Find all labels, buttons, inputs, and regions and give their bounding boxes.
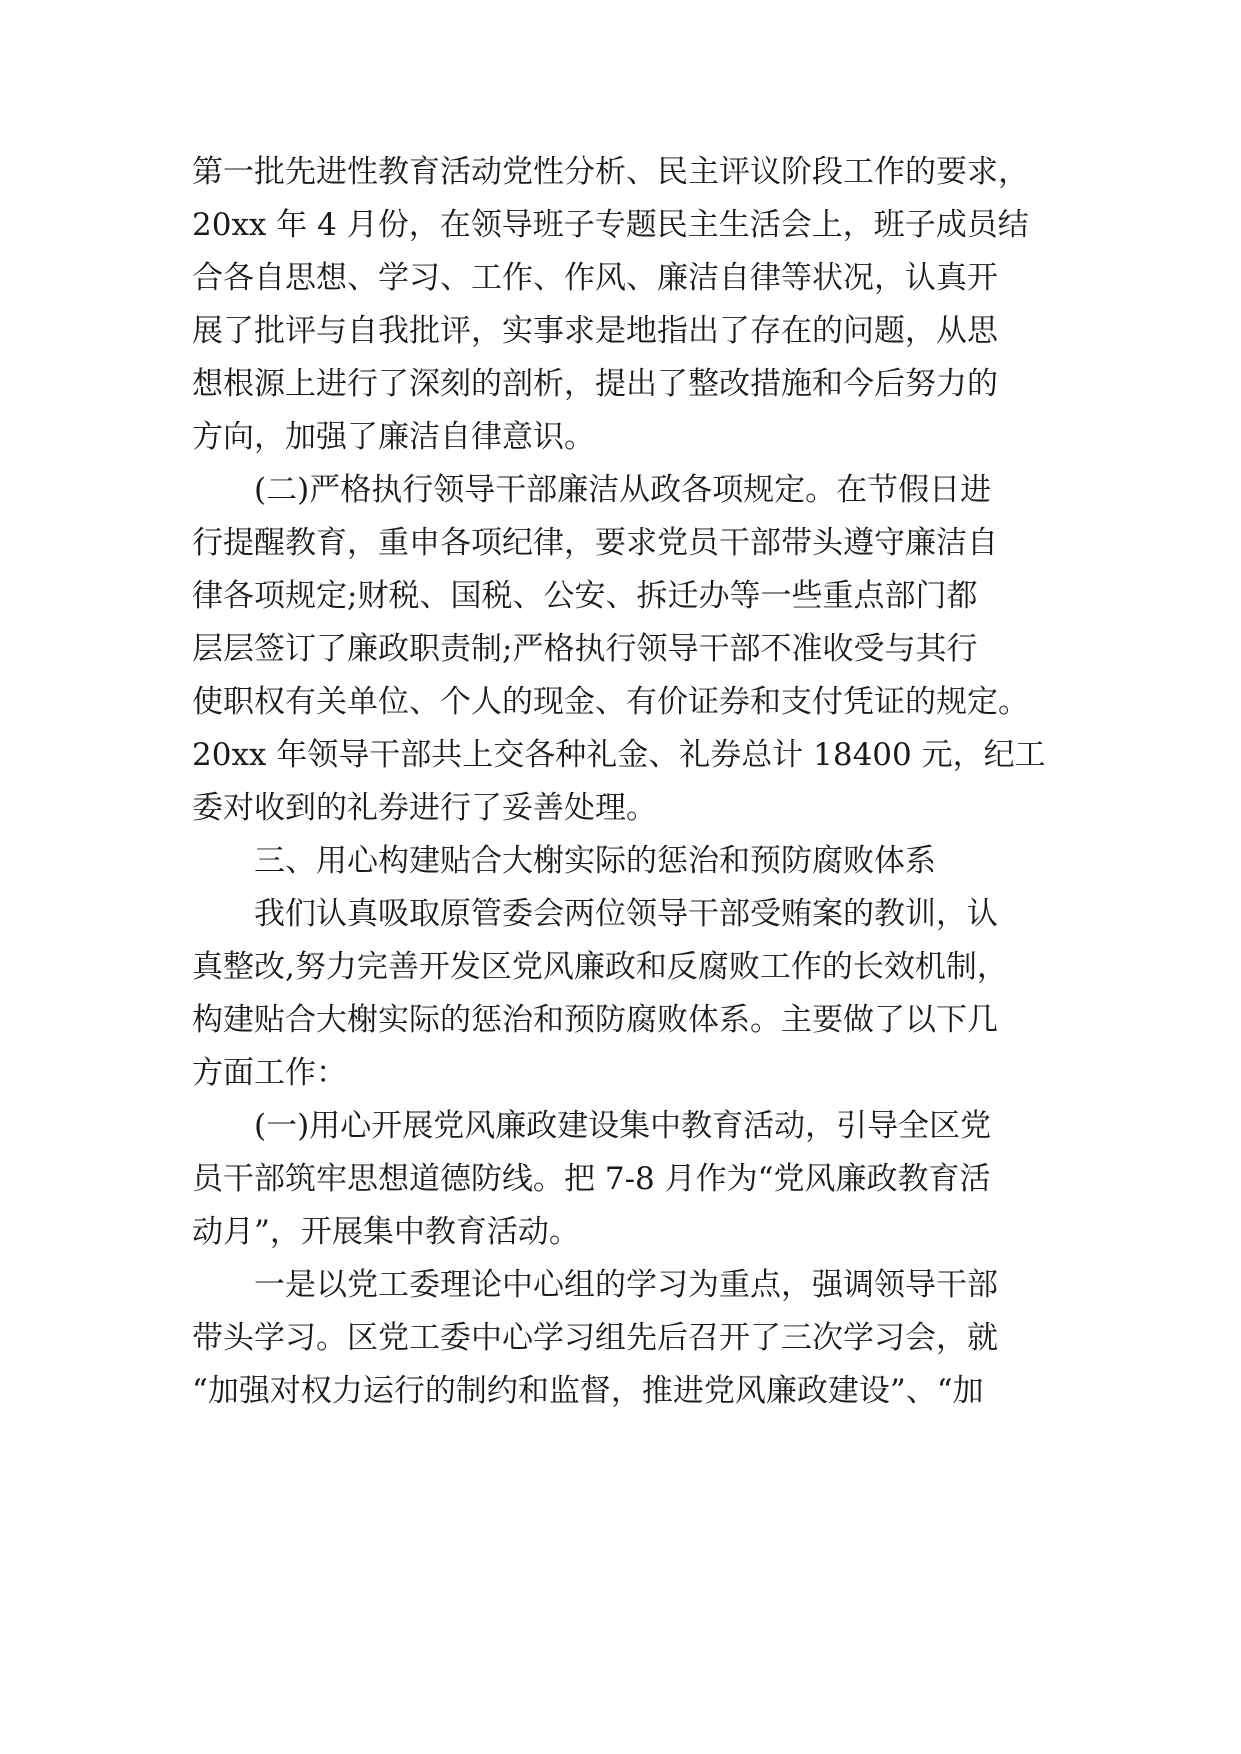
text-line-21: 动月”，开展集中教育活动。 bbox=[192, 1214, 580, 1250]
text-line-11: 使职权有关单位、个人的现金、有价证券和支付凭证的规定。 bbox=[192, 684, 1029, 720]
text-line-22: 一是以党工委理论中心组的学习为重点，强调领导干部 bbox=[254, 1267, 998, 1303]
text-line-20: 员干部筑牢思想道德防线。把 7-8 月作为“党风廉政教育活 bbox=[192, 1161, 991, 1197]
text-line-12: 20xx 年领导干部共上交各种礼金、礼券总计 18400 元，纪工 bbox=[192, 737, 1046, 773]
text-line-13: 委对收到的礼券进行了妥善处理。 bbox=[192, 790, 657, 826]
text-line-10: 层层签订了廉政职责制;严格执行领导干部不准收受与其行 bbox=[192, 631, 978, 667]
text-line-7: (二)严格执行领导干部廉洁从政各项规定。在节假日进 bbox=[254, 472, 992, 508]
section-heading: 三、用心构建贴合大榭实际的惩治和预防腐败体系 bbox=[254, 843, 936, 879]
text-line-23: 带头学习。区党工委中心学习组先后召开了三次学习会，就 bbox=[192, 1320, 998, 1356]
text-line-3: 合各自思想、学习、工作、作风、廉洁自律等状况，认真开 bbox=[192, 260, 998, 296]
text-line-19: (一)用心开展党风廉政建设集中教育活动，引导全区党 bbox=[254, 1108, 992, 1144]
text-line-16: 真整改,努力完善开发区党风廉政和反腐败工作的长效机制， bbox=[192, 949, 1008, 985]
text-line-24: “加强对权力运行的制约和监督，推进党风廉政建设”、“加 bbox=[192, 1373, 984, 1409]
text-line-4: 展了批评与自我批评，实事求是地指出了存在的问题，从思 bbox=[192, 313, 998, 349]
text-line-8: 行提醒教育，重申各项纪律，要求党员干部带头遵守廉洁自 bbox=[192, 525, 998, 561]
text-line-9: 律各项规定;财税、国税、公安、拆迁办等一些重点部门都 bbox=[192, 578, 978, 614]
text-line-17: 构建贴合大榭实际的惩治和预防腐败体系。主要做了以下几 bbox=[192, 1002, 998, 1038]
text-line-6: 方向，加强了廉洁自律意识。 bbox=[192, 419, 595, 455]
text-line-2: 20xx 年 4 月份，在领导班子专题民主生活会上，班子成员结 bbox=[192, 207, 1029, 243]
text-line-18: 方面工作： bbox=[192, 1055, 347, 1091]
text-line-5: 想根源上进行了深刻的剖析，提出了整改措施和今后努力的 bbox=[192, 366, 998, 402]
text-line-1: 第一批先进性教育活动党性分析、民主评议阶段工作的要求， bbox=[192, 154, 1029, 190]
text-line-15: 我们认真吸取原管委会两位领导干部受贿案的教训，认 bbox=[254, 896, 998, 932]
